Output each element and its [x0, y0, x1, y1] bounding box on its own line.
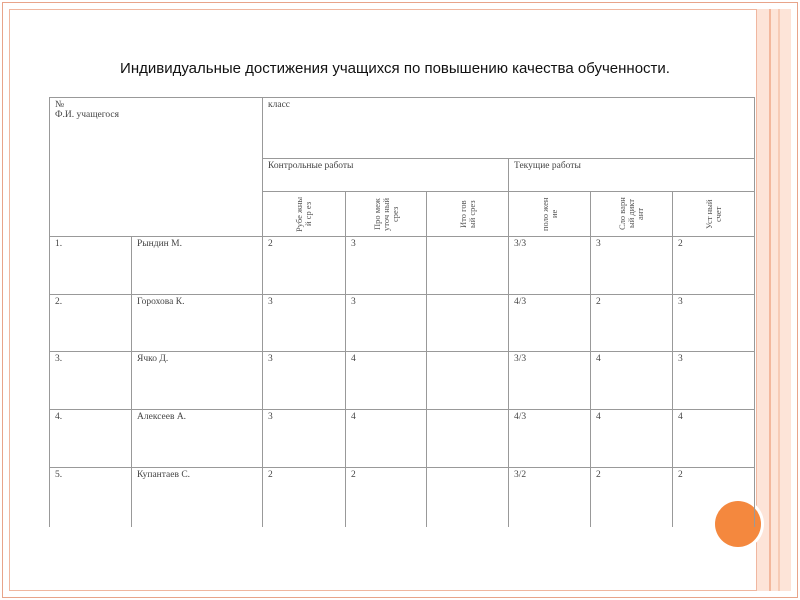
table-row [50, 468, 755, 527]
subcolumn-header [509, 192, 591, 237]
score-cell: 3 [346, 295, 427, 352]
score-cell: 2 [591, 468, 673, 527]
score-cell: 2 [346, 468, 427, 527]
score-cell: 3 [346, 237, 427, 295]
subcolumn-header [263, 192, 346, 237]
student-name: Купантаев С. [132, 468, 263, 527]
score-cell: 4 [346, 352, 427, 410]
table-row [50, 352, 755, 410]
score-cell: 3 [263, 352, 346, 410]
subcolumn-header [427, 192, 509, 237]
score-cell: 3/2 [509, 468, 591, 527]
score-cell: 3 [673, 352, 755, 410]
score-cell [427, 468, 509, 527]
row-number: 5. [50, 468, 132, 527]
row-number: 2. [50, 295, 132, 352]
score-cell [427, 352, 509, 410]
score-cell: 2 [263, 237, 346, 295]
subcolumn-label: Про меж уточ ный срез [371, 197, 400, 231]
subcolumn-label: Уст ный счет [703, 199, 723, 229]
table-row [50, 295, 755, 352]
student-header-cell [50, 98, 263, 237]
score-cell: 3 [263, 410, 346, 468]
subcolumn-header [591, 192, 673, 237]
score-cell: 4/3 [509, 410, 591, 468]
header-row-class [50, 98, 755, 159]
score-cell: 4 [591, 410, 673, 468]
table-row [50, 237, 755, 295]
student-name-header: Ф.И. учащегося [55, 110, 119, 120]
score-cell [427, 295, 509, 352]
slide-right-line [769, 9, 771, 591]
subcolumn-label: Сло варн ый дикт ант [617, 197, 645, 231]
score-cell: 3 [591, 237, 673, 295]
student-name: Горохова К. [132, 295, 263, 352]
row-number: 4. [50, 410, 132, 468]
page-title: Индивидуальные достижения учащихся по повышению качества обученности. [120, 60, 670, 77]
subcolumn-label: Ито гов ый срез [457, 200, 477, 228]
score-cell: 2 [673, 237, 755, 295]
score-cell: 2 [591, 295, 673, 352]
score-cell: 4/3 [509, 295, 591, 352]
score-cell: 3/3 [509, 237, 591, 295]
current-works-header: Текущие работы [509, 159, 755, 192]
student-name: Ячко Д. [132, 352, 263, 410]
score-cell [427, 410, 509, 468]
score-cell: 4 [591, 352, 673, 410]
subcolumn-label: поло жен ие [539, 197, 559, 231]
score-cell: 4 [673, 410, 755, 468]
score-cell: 2 [263, 468, 346, 527]
subcolumn-header [346, 192, 427, 237]
number-header: № [55, 100, 65, 110]
student-name: Алексеев А. [132, 410, 263, 468]
slide-right-line [778, 9, 780, 591]
subcolumn-label: Рубе жны й ср ез [294, 196, 313, 232]
score-cell: 3 [673, 295, 755, 352]
table-row [50, 410, 755, 468]
score-cell: 3 [263, 295, 346, 352]
control-works-header: Контрольные работы [263, 159, 509, 192]
score-cell: 2 [673, 468, 755, 527]
row-number: 1. [50, 237, 132, 295]
score-cell: 3/3 [509, 352, 591, 410]
class-label: класс [268, 100, 291, 110]
score-cell: 4 [346, 410, 427, 468]
slide-right-strip [757, 9, 791, 591]
subcolumn-header [673, 192, 755, 237]
score-cell [427, 237, 509, 295]
row-number: 3. [50, 352, 132, 410]
student-name: Рындин М. [132, 237, 263, 295]
class-header-cell [263, 98, 755, 159]
achievements-table [49, 97, 755, 527]
